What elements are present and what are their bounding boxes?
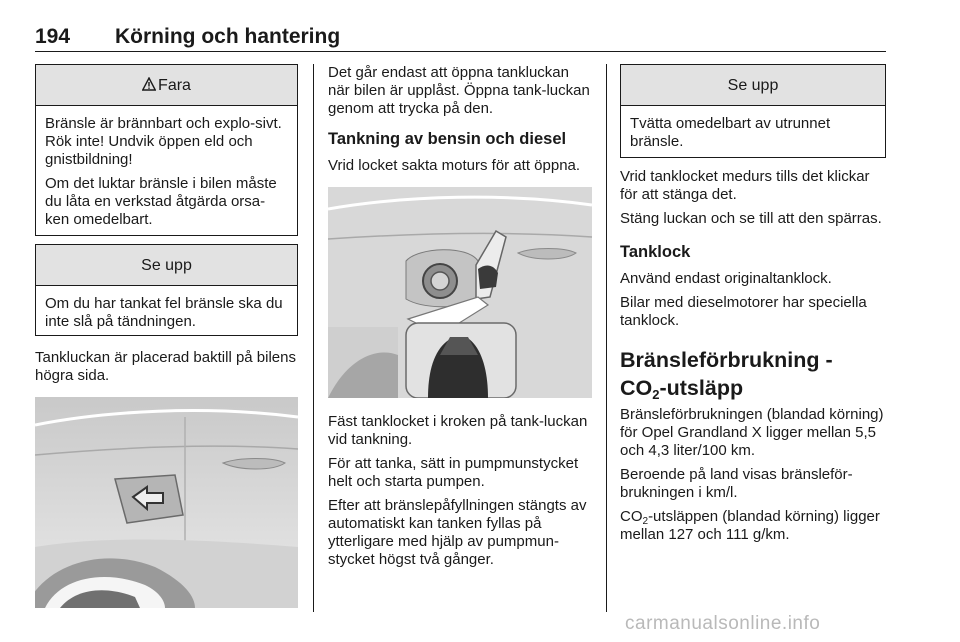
- danger-text-1: Bränsle är brännbart och explo-sivt. Rök inte! Undvik öppen eld och gnistbildning!: [45, 115, 282, 168]
- column-right: [620, 64, 886, 544]
- watermark: carmanualsonline.info: [625, 613, 821, 634]
- section-title-line-1: Bränsleförbrukning -: [620, 348, 833, 372]
- column-middle: [328, 64, 592, 569]
- unlock-text: Det går endast att öppna tankluckan när bilen är upplåst. Öppna tank-luckan genom att trycka på den.: [328, 64, 590, 117]
- caution-box-header: Se upp: [36, 245, 297, 286]
- latch-text: Stäng luckan och se till att den spärras.: [620, 210, 882, 227]
- car-rear-side-icon: [35, 397, 298, 608]
- column-divider: [606, 64, 607, 612]
- fuel-door-closed-illustration: [35, 397, 298, 608]
- pump-text: För att tanka, sätt in pumpmunstycket helt och starta pumpen.: [328, 455, 579, 490]
- danger-box-title: Fara: [158, 77, 191, 94]
- caution-text: Om du har tankat fel bränsle ska du inte slå på tändningen.: [45, 295, 283, 330]
- diesel-cap-text: Bilar med dieselmotorer har speciella tanklock.: [620, 294, 867, 329]
- consumption-text: Bränsleförbrukningen (blandad körning) för Opel Grandland X ligger mellan 5,5 och 4,3 liter/100 km.: [620, 406, 884, 459]
- column-divider: [313, 64, 314, 612]
- refill-text: Efter att bränslepåfyllningen stängts av automatiskt kan tanken fyllas på ytterligare med hjälp av pumpmun-stycket högst två gånger.: [328, 497, 587, 568]
- co2-emission-text: $CO_2$-utsläppen (blandad körning) ligger mellan 127 och 111 g/km.: [620, 508, 880, 543]
- turn-cap-text: Vrid locket sakta moturs för att öppna.: [328, 157, 581, 174]
- fuel-cap-heading: Tanklock: [620, 243, 691, 261]
- danger-box: [35, 64, 298, 236]
- caution-box-2-header: Se upp: [621, 65, 885, 106]
- refuel-heading: Tankning av bensin och diesel: [328, 130, 567, 148]
- fuel-filler-icon: [328, 187, 592, 398]
- danger-text-2: Om det luktar bränsle i bilen måste du låta en verkstad åtgärda orsa-ken omedelbart.: [45, 175, 277, 228]
- caution-box-body: [36, 286, 297, 340]
- fuel-door-location-text: Tankluckan är placerad baktill på bilens högra sida.: [35, 349, 296, 384]
- danger-box-header: [36, 65, 297, 106]
- warning-triangle-icon: [142, 77, 156, 91]
- page-number: 194: [35, 25, 71, 48]
- consumption-section-title: Bränsleförbrukning - $CO_2$-utsläpp: [620, 348, 833, 402]
- column-left: [35, 64, 298, 608]
- caution-2-text: Tvätta omedelbart av utrunnet bränsle.: [630, 115, 831, 150]
- caution-box: [35, 244, 298, 336]
- hook-text: Fäst tanklocket i kroken på tank-luckan vid tankning.: [328, 413, 588, 448]
- danger-box-body: [36, 106, 297, 238]
- original-cap-text: Använd endast originaltanklock.: [620, 270, 832, 287]
- caution-box-2: [620, 64, 886, 158]
- chapter-title: Körning och hantering: [115, 25, 341, 48]
- page-header: [35, 22, 886, 52]
- fuel-cap-open-illustration: [328, 187, 592, 398]
- close-cap-text: Vrid tanklocket medurs tills det klickar för att stänga det.: [620, 168, 870, 203]
- caution-box-2-body: [621, 106, 885, 160]
- country-text: Beroende på land visas bränsleför-brukningen i km/l.: [620, 466, 853, 501]
